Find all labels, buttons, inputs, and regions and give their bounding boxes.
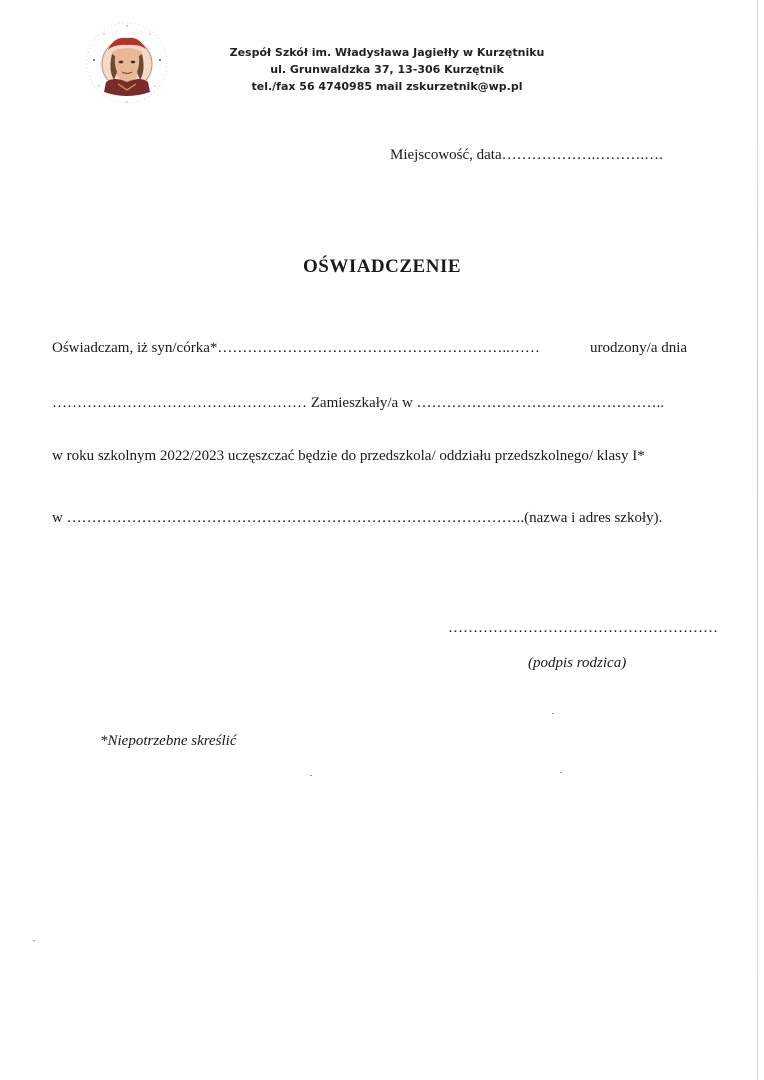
signature-line: ………………………………………………	[448, 620, 718, 636]
scan-edge	[757, 0, 758, 1080]
residence-line: …………………………………………… Zamieszkały/a w …………………………………………..	[52, 395, 665, 411]
school-contact: tel./fax 56 4740985 mail zskurzetnik@wp.pl	[251, 80, 523, 93]
footnote: *Niepotrzebne skreślić	[100, 733, 237, 749]
birth-date-label: urodzony/a dnia	[590, 340, 688, 356]
scan-speck	[33, 940, 35, 941]
school-seal-logo	[84, 20, 170, 106]
signature-label: (podpis rodzica)	[528, 655, 627, 671]
school-address: ul. Grunwaldzka 37, 13-306 Kurzętnik	[270, 63, 504, 76]
school-name-line: w ………………………………………………………………………………..(nazwa i adres szkoły).	[52, 510, 663, 526]
school-year-line: w roku szkolnym 2022/2023 uczęszczać będzie do przedszkola/ oddziału przedszkolnego/ klasy I*	[52, 448, 645, 464]
scan-speck	[310, 775, 312, 776]
place-date-field: Miejscowość, data……………….……….….	[390, 147, 663, 163]
child-name-line: Oświadczam, iż syn/córka*…………………………………………………..……	[52, 340, 540, 356]
school-name: Zespół Szkół im. Władysława Jagiełły w Kurzętniku	[229, 46, 545, 59]
scan-speck	[552, 713, 554, 714]
document-title: OŚWIADCZENIE	[302, 256, 462, 277]
scan-speck	[560, 772, 562, 773]
school-header	[222, 44, 552, 95]
